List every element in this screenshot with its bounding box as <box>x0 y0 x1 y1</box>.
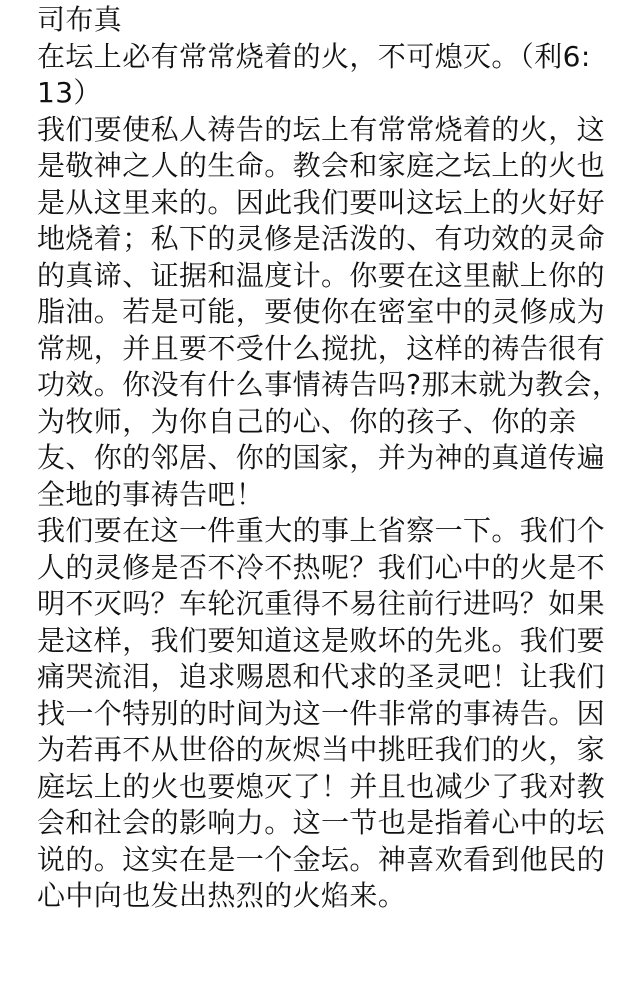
author-line: 司布真 <box>37 3 123 36</box>
text-line: 为若再不从世俗的灰烬当中挑旺我们的火，家 <box>37 733 606 766</box>
text-line: 是从这里来的。因此我们要叫这坛上的火好好 <box>37 185 606 219</box>
text-line: 地烧着；私下的灵修是活泼的、有功效的灵命 <box>37 222 606 255</box>
text-line: 是敬神之人的生命。教会和家庭之坛上的火也 <box>37 149 606 182</box>
text-line: 找一个特别的时间为这一件非常的事祷告。因 <box>37 696 606 730</box>
text-line: 庭坛上的火也要熄灭了！并且也减少了我对教 <box>37 769 606 803</box>
text-line: 的真谛、证据和温度计。你要在这里献上你的 <box>37 258 606 292</box>
text-line: 为牧师，为你自己的心、你的孩子、你的亲 <box>37 404 577 438</box>
text-line: 痛哭流泪，追求赐恩和代求的圣灵吧！让我们 <box>37 660 606 693</box>
text-line: 常规，并且要不受什么搅扰，这样的祷告很有 <box>37 331 606 365</box>
text-line: 在坛上必有常常烧着的火，不可熄灭。（利6: <box>37 39 591 73</box>
text-line: 我们要在这一件重大的事上省察一下。我们个 <box>37 514 606 547</box>
text-line: 我们要使私人祷告的坛上有常常烧着的火，这 <box>37 112 606 146</box>
text-line: 是这样，我们要知道这是败坏的先兆。我们要 <box>37 623 606 657</box>
text-line: 13） <box>37 76 102 109</box>
text-line: 友、你的邻居、你的国家，并为神的真道传遍 <box>37 441 606 474</box>
text-line: 说的。这实在是一个金坛。神喜欢看到他民的 <box>37 842 606 876</box>
document-text <box>37 2 637 915</box>
text-line: 全地的事祷告吧！ <box>37 477 265 511</box>
text-line: 会和社会的影响力。这一节也是指着心中的坛 <box>37 806 606 839</box>
text-line: 脂油。若是可能，要使你在密室中的灵修成为 <box>37 295 606 328</box>
text-line: 明不灭吗？车轮沉重得不易往前行进吗？如果 <box>37 587 606 620</box>
text-line: 功效。你没有什么事情祷告吗?那末就为教会， <box>37 368 621 401</box>
text-line: 心中向也发出热烈的火焰来。 <box>37 879 407 912</box>
text-line: 人的灵修是否不冷不热呢？我们心中的火是不 <box>37 550 606 584</box>
